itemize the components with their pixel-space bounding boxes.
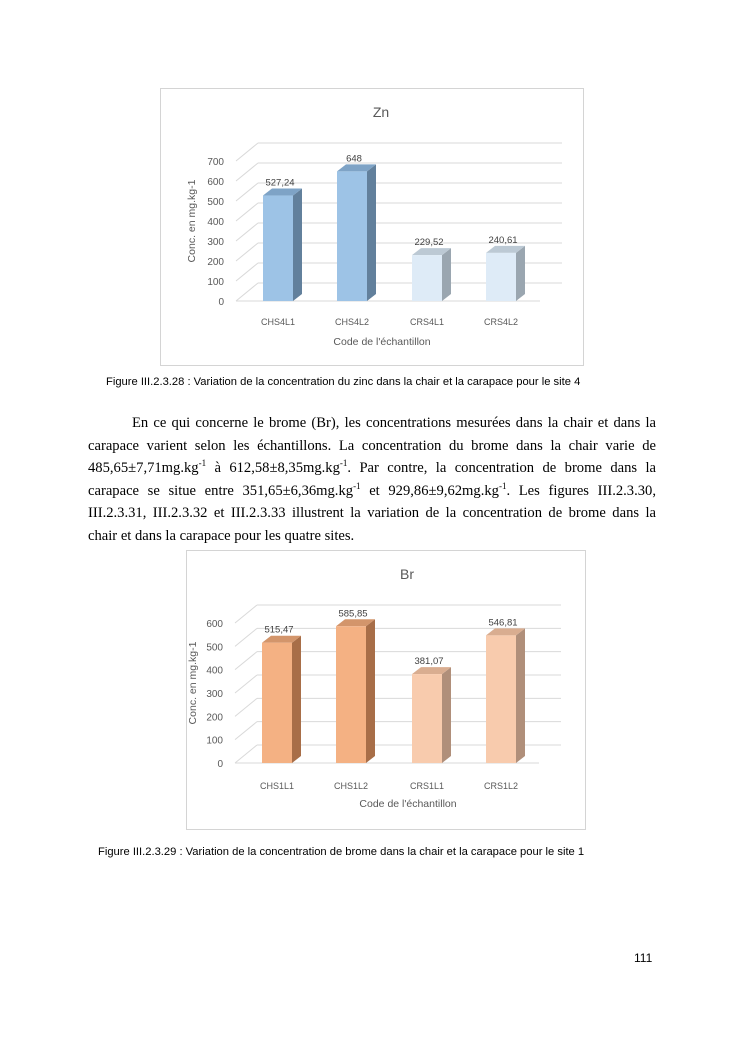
y-tick-label: 600	[207, 177, 224, 188]
y-tick-label: 100	[207, 277, 224, 288]
y-tick-label: 400	[207, 217, 224, 228]
br-chart	[186, 550, 586, 830]
paragraph-line-4: carapace se situe entre $351,65\pm 6,36mg.kg^{-1}$ et $929,86\pm 9,62mg.kg^{-1}$. Les figures III.2.3.30,	[88, 480, 656, 499]
gridline-side	[235, 745, 257, 763]
zn-chart	[160, 88, 584, 366]
bar-side	[367, 164, 376, 301]
bar-side	[293, 189, 302, 301]
gridline-side	[236, 143, 258, 161]
y-tick-label: 0	[217, 759, 223, 770]
x-tick-label: CRS1L2	[483, 781, 519, 791]
y-tick-label: 400	[206, 665, 223, 677]
data-label: 515,47	[264, 624, 294, 636]
gridline-side	[235, 652, 257, 670]
y-tick-label: 700	[207, 157, 224, 168]
y-tick-label: 100	[206, 735, 223, 747]
gridline-side	[235, 722, 257, 740]
bar-front	[263, 196, 293, 301]
bar-side	[366, 619, 375, 763]
paragraph-line-6: chair et dans la carapace pour les quatre sites.	[88, 527, 355, 544]
y-tick-label: 300	[206, 689, 223, 700]
x-tick-label: CHS4L1	[260, 317, 296, 327]
bar-side	[292, 636, 301, 763]
bar-side	[442, 248, 451, 301]
y-axis-label: Conc. en mg.kg-1	[187, 641, 199, 725]
data-label: 527,24	[265, 177, 295, 189]
bar-front	[336, 626, 366, 763]
gridline-side	[236, 283, 258, 301]
figure-caption-br: Figure III.2.3.29 : Variation de la concentration de brome dans la chair et la carapace pour le site 1	[98, 846, 585, 858]
y-tick-label: 500	[206, 642, 223, 654]
x-tick-label: CHS4L2	[334, 317, 370, 327]
bar-side	[516, 246, 525, 301]
bar-crs4l2	[486, 246, 525, 301]
paragraph-line-5: III.2.3.31, III.2.3.32 et III.2.3.33 illustrent la variation de la concentration de brome dans la	[88, 505, 656, 522]
chart-title: Br	[400, 566, 414, 582]
data-label: 240,61	[488, 234, 518, 246]
gridline-side	[236, 163, 258, 181]
gridline-side	[236, 263, 258, 281]
paragraph-line-2: carapace varient selon les échantillons. La concentration du brome dans la chair varie de	[88, 437, 656, 454]
bar-front	[486, 253, 516, 301]
bar-front	[486, 635, 516, 763]
bar-chs4l1	[263, 189, 302, 301]
x-axis-label: Code de l'échantillon	[333, 336, 431, 348]
gridline-side	[236, 203, 258, 221]
y-tick-label: 0	[218, 297, 224, 308]
gridline-side	[235, 628, 257, 646]
bar-front	[337, 171, 367, 301]
x-tick-label: CHS1L2	[333, 781, 369, 791]
bar-side	[516, 628, 525, 763]
gridline-side	[235, 698, 257, 716]
gridline-side	[236, 223, 258, 241]
y-tick-label: 200	[207, 257, 224, 268]
gridline-side	[236, 243, 258, 261]
br-chart-svg	[187, 551, 585, 829]
bar-crs1l1	[412, 667, 451, 763]
data-label: 546,81	[488, 617, 518, 629]
x-axis-label: Code de l'échantillon	[359, 798, 457, 810]
data-label: 648	[346, 153, 362, 165]
x-tick-label: CRS4L1	[409, 317, 445, 327]
bar-front	[412, 255, 442, 301]
chart-title: Zn	[372, 104, 390, 120]
bar-chs1l2	[336, 619, 375, 763]
bar-front	[262, 643, 292, 763]
y-tick-label: 500	[207, 197, 224, 208]
body-paragraph	[88, 412, 656, 548]
bar-chs4l2	[337, 164, 376, 301]
y-tick-label: 300	[207, 237, 224, 248]
x-tick-label: CRS1L1	[409, 781, 445, 791]
paragraph-line-3: $485,65\pm 7,71mg.kg^{-1}$ à $612,58\pm 8,35mg.kg^{-1}$. Par contre, la concentration de brome dans la	[88, 458, 656, 477]
paragraph-line-1: En ce qui concerne le brome (Br), les concentrations mesurées dans la chair et dans la	[132, 415, 656, 431]
data-label: 381,07	[414, 656, 444, 668]
gridline-side	[236, 183, 258, 201]
bar-side	[442, 667, 451, 763]
figure-caption-zn: Figure III.2.3.28 : Variation de la concentration du zinc dans la chair et la carapace pour le site 4	[106, 376, 581, 388]
gridline-side	[235, 605, 257, 623]
data-label: 229,52	[414, 237, 444, 249]
bar-crs4l1	[412, 248, 451, 301]
gridline-side	[235, 675, 257, 693]
zn-chart-svg	[161, 89, 583, 365]
x-tick-label: CHS1L1	[259, 781, 295, 791]
x-tick-label: CRS4L2	[483, 317, 519, 327]
bar-crs1l2	[486, 628, 525, 763]
bar-chs1l1	[262, 636, 301, 763]
y-axis-label: Conc. en mg.kg-1	[186, 179, 198, 263]
y-tick-label: 600	[206, 619, 223, 630]
bar-front	[412, 674, 442, 763]
y-tick-label: 200	[206, 712, 223, 724]
page-number: 111	[634, 951, 653, 965]
data-label: 585,85	[338, 608, 368, 620]
